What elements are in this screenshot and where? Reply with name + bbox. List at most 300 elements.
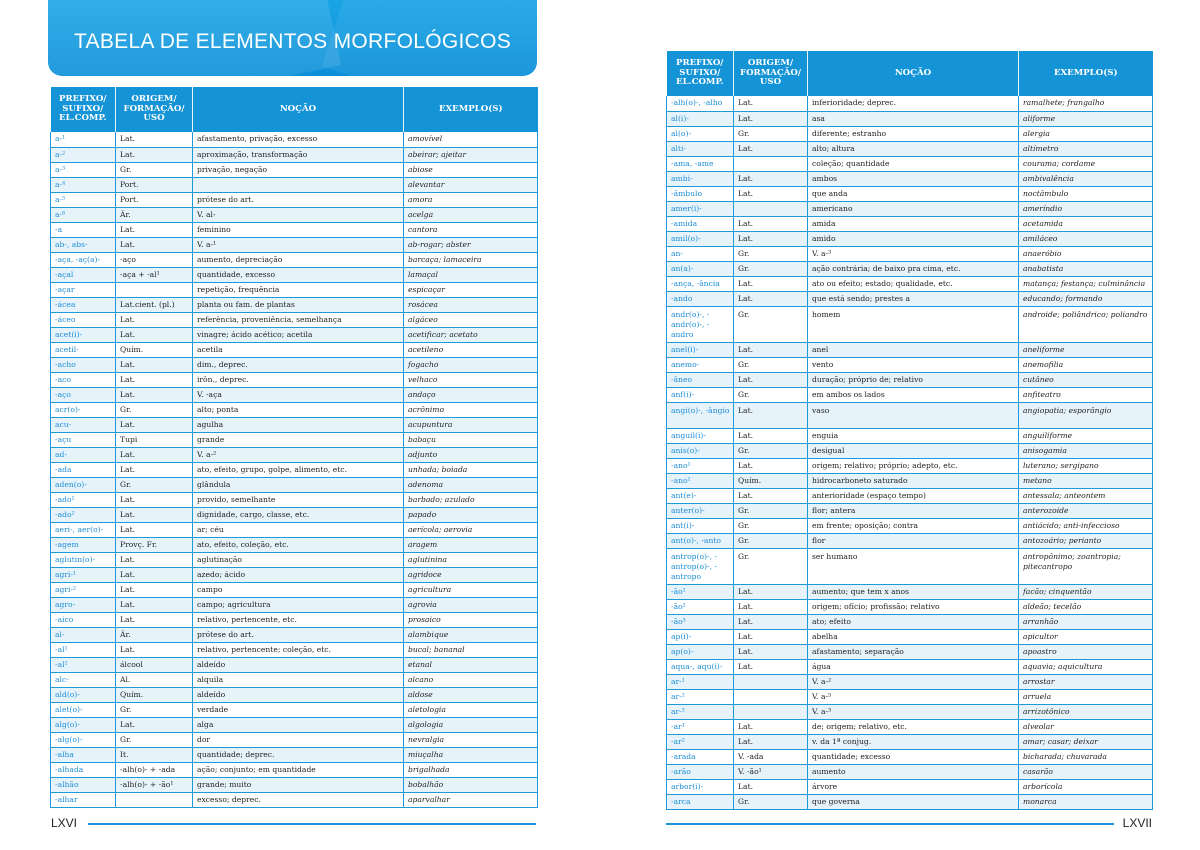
example-cell: miuçalha — [404, 747, 538, 762]
table-row — [51, 417, 538, 432]
origin-cell: Lat.cient. (pl.) — [116, 297, 193, 312]
origin-cell: V. -ada — [734, 749, 808, 764]
affix-cell: aeri-, aer(o)- — [51, 522, 116, 537]
notion-cell: que governa — [808, 794, 1019, 809]
example-cell: acetificar; acetato — [404, 327, 538, 342]
origin-cell: Lat. — [734, 231, 808, 246]
right-page — [600, 0, 1200, 850]
origin-cell: Quím. — [734, 473, 808, 488]
example-cell: alveolar — [1019, 719, 1153, 734]
affix-cell: -açu — [51, 432, 116, 447]
example-cell: altímetro — [1019, 141, 1153, 156]
origin-cell: Lat. — [116, 372, 193, 387]
notion-cell: ato ou efeito; estado; qualidade, etc. — [808, 276, 1019, 291]
origin-cell: Lat. — [734, 644, 808, 659]
table-row — [667, 599, 1153, 614]
affix-cell: al(o)- — [667, 126, 734, 141]
origin-cell: Lat. — [116, 132, 193, 147]
affix-cell: -ando — [667, 291, 734, 306]
origin-cell: Al. — [116, 672, 193, 687]
affix-cell: -ado² — [51, 507, 116, 522]
affix-cell: an(a)- — [667, 261, 734, 276]
affix-cell: -ança, -ância — [667, 276, 734, 291]
affix-cell: anis(o)- — [667, 443, 734, 458]
table-row — [667, 111, 1153, 126]
table-row — [667, 719, 1153, 734]
example-cell: amovível — [404, 132, 538, 147]
origin-cell: Port. — [116, 177, 193, 192]
affix-cell: agri-¹ — [51, 567, 116, 582]
table-row — [51, 552, 538, 567]
table-row — [51, 222, 538, 237]
notion-cell: ação; conjunto; em quantidade — [193, 762, 404, 777]
table-row — [51, 267, 538, 282]
notion-cell: alto; altura — [808, 141, 1019, 156]
affix-cell: -açar — [51, 282, 116, 297]
example-cell: antozoário; perianto — [1019, 533, 1153, 548]
example-cell: rosácea — [404, 297, 538, 312]
example-cell: amar; casar; deixar — [1019, 734, 1153, 749]
notion-cell: em frente; oposição; contra — [808, 518, 1019, 533]
table-row — [667, 443, 1153, 458]
table-row — [51, 777, 538, 792]
footer-rule — [88, 823, 536, 825]
notion-cell: V. a-² — [193, 447, 404, 462]
affix-cell: -ão² — [667, 599, 734, 614]
affix-cell: angi(o)-, -ângio — [667, 402, 734, 428]
header-affix: PREFIXO/ SUFIXO/ EL.COMP. — [667, 51, 734, 96]
table-row — [667, 749, 1153, 764]
origin-cell — [734, 704, 808, 719]
example-cell: ab-rogar; abster — [404, 237, 538, 252]
notion-cell: afastamento, privação, excesso — [193, 132, 404, 147]
example-cell: acelga — [404, 207, 538, 222]
title-banner — [48, 0, 537, 76]
origin-cell: Lat. — [116, 447, 193, 462]
origin-cell: Lat. — [116, 612, 193, 627]
affix-cell: -ama, -ame — [667, 156, 734, 171]
notion-cell: afastamento; separação — [808, 644, 1019, 659]
affix-cell: anf(i)- — [667, 387, 734, 402]
notion-cell: feminino — [193, 222, 404, 237]
affix-cell: alc- — [51, 672, 116, 687]
example-cell: anguiliforme — [1019, 428, 1153, 443]
origin-cell: -aça + -al¹ — [116, 267, 193, 282]
origin-cell: Lat. — [734, 458, 808, 473]
origin-cell: Lat. — [734, 614, 808, 629]
table-row — [667, 644, 1153, 659]
affix-cell: -ada — [51, 462, 116, 477]
origin-cell: Lat. — [734, 488, 808, 503]
example-cell: acupuntura — [404, 417, 538, 432]
example-cell: algáceo — [404, 312, 538, 327]
notion-cell: referência, proveniência, semelhança — [193, 312, 404, 327]
header-notion: NOÇÃO — [808, 51, 1019, 96]
affix-cell: aglutin(o)- — [51, 552, 116, 567]
origin-cell: Lat. — [734, 186, 808, 201]
example-cell: aglutinina — [404, 552, 538, 567]
origin-cell: Lat. — [734, 372, 808, 387]
table-row — [667, 141, 1153, 156]
example-cell: casarão — [1019, 764, 1153, 779]
notion-cell: água — [808, 659, 1019, 674]
notion-cell: relativo, pertencente; coleção, etc. — [193, 642, 404, 657]
example-cell: bucal; bananal — [404, 642, 538, 657]
affix-cell: -arada — [667, 749, 734, 764]
header-origin: ORIGEM/ FORMAÇÃO/ USO — [734, 51, 808, 96]
table-row — [667, 614, 1153, 629]
affix-cell: -alh(o)-, -alho — [667, 96, 734, 111]
example-cell: arrizotônico — [1019, 704, 1153, 719]
notion-cell: alquila — [193, 672, 404, 687]
table-row — [667, 548, 1153, 584]
example-cell: aparvalhar — [404, 792, 538, 807]
example-cell: aldeão; tecelão — [1019, 599, 1153, 614]
affix-cell: alet(o)- — [51, 702, 116, 717]
affix-cell: ab-, abs- — [51, 237, 116, 252]
table-row — [667, 704, 1153, 719]
affix-cell: -aico — [51, 612, 116, 627]
table-row — [51, 627, 538, 642]
table-row — [51, 252, 538, 267]
table-row — [51, 597, 538, 612]
example-cell: educando; formando — [1019, 291, 1153, 306]
origin-cell: Ár. — [116, 627, 193, 642]
table-body — [51, 132, 538, 807]
notion-cell: alto; ponta — [193, 402, 404, 417]
notion-cell: ser humano — [808, 548, 1019, 584]
origin-cell: Lat. — [734, 402, 808, 428]
table-row — [51, 672, 538, 687]
table-row — [667, 488, 1153, 503]
page-title: TABELA DE ELEMENTOS MORFOLÓGICOS — [73, 30, 512, 53]
origin-cell: Lat. — [116, 312, 193, 327]
origin-cell: Provç. Fr. — [116, 537, 193, 552]
table-row — [667, 246, 1153, 261]
table-row — [51, 357, 538, 372]
origin-cell: Lat. — [116, 462, 193, 477]
affix-cell: ald(o)- — [51, 687, 116, 702]
affix-cell: -ar² — [667, 734, 734, 749]
affix-cell: -al² — [51, 657, 116, 672]
example-cell: alergia — [1019, 126, 1153, 141]
header-examples: EXEMPLO(S) — [1019, 51, 1153, 96]
example-cell: velhaco — [404, 372, 538, 387]
example-cell: etanal — [404, 657, 538, 672]
affix-cell: aden(o)- — [51, 477, 116, 492]
table-row — [667, 261, 1153, 276]
affix-cell: -açal — [51, 267, 116, 282]
table-row — [51, 372, 538, 387]
table-row — [667, 387, 1153, 402]
table-header — [667, 51, 1153, 96]
affix-cell: -aça, -aç(a)- — [51, 252, 116, 267]
example-cell: espicaçar — [404, 282, 538, 297]
table-row — [51, 432, 538, 447]
table-row — [667, 764, 1153, 779]
example-cell: aragem — [404, 537, 538, 552]
origin-cell: Lat. — [116, 552, 193, 567]
origin-cell — [734, 201, 808, 216]
origin-cell: Gr. — [734, 794, 808, 809]
notion-cell: quantidade; deprec. — [193, 747, 404, 762]
table-row — [667, 533, 1153, 548]
morphology-table-right — [666, 51, 1153, 810]
example-cell: papado — [404, 507, 538, 522]
example-cell: unhada; boiada — [404, 462, 538, 477]
origin-cell: Tupi — [116, 432, 193, 447]
affix-cell: alti- — [667, 141, 734, 156]
table-header — [51, 87, 538, 132]
origin-cell: Gr. — [734, 306, 808, 342]
notion-cell: origem; ofício; profissão; relativo — [808, 599, 1019, 614]
example-cell: fogacho — [404, 357, 538, 372]
example-cell: ambivalência — [1019, 171, 1153, 186]
affix-cell: -aco — [51, 372, 116, 387]
example-cell: andaço — [404, 387, 538, 402]
example-cell: cantora — [404, 222, 538, 237]
origin-cell: Gr. — [734, 126, 808, 141]
page-number: LXVI — [51, 816, 78, 830]
notion-cell: vinagre; ácido acético; acetila — [193, 327, 404, 342]
affix-cell: andr(o)-, -andr(o)-, -andro — [667, 306, 734, 342]
notion-cell: repetição, frequência — [193, 282, 404, 297]
origin-cell — [116, 282, 193, 297]
affix-cell: -alg(o)- — [51, 732, 116, 747]
notion-cell: aumento; que tem x anos — [808, 584, 1019, 599]
notion-cell: ato, efeito, grupo, golpe, alimento, etc. — [193, 462, 404, 477]
affix-cell: an- — [667, 246, 734, 261]
notion-cell: coleção; quantidade — [808, 156, 1019, 171]
example-cell: adjunto — [404, 447, 538, 462]
notion-cell: em ambos os lados — [808, 387, 1019, 402]
origin-cell — [734, 689, 808, 704]
origin-cell: Lat. — [116, 492, 193, 507]
affix-cell: ambi- — [667, 171, 734, 186]
affix-cell: -amida — [667, 216, 734, 231]
table-row — [667, 126, 1153, 141]
table-row — [667, 276, 1153, 291]
origin-cell: Gr. — [734, 261, 808, 276]
affix-cell: a-⁶ — [51, 207, 116, 222]
affix-cell: alg(o)- — [51, 717, 116, 732]
origin-cell: Lat. — [734, 719, 808, 734]
origin-cell: Lat. — [116, 567, 193, 582]
affix-cell: anguil(i)- — [667, 428, 734, 443]
example-cell: anterozoide — [1019, 503, 1153, 518]
example-cell: cutâneo — [1019, 372, 1153, 387]
notion-cell: ato, efeito, coleção, etc. — [193, 537, 404, 552]
origin-cell: Lat. — [734, 216, 808, 231]
origin-cell: Lat. — [116, 147, 193, 162]
table-row — [667, 171, 1153, 186]
example-cell: apoastro — [1019, 644, 1153, 659]
example-cell: agrovia — [404, 597, 538, 612]
notion-cell: V. a-³ — [808, 704, 1019, 719]
table-row — [667, 342, 1153, 357]
table-row — [51, 297, 538, 312]
notion-cell: vaso — [808, 402, 1019, 428]
table-row — [667, 372, 1153, 387]
notion-cell — [193, 177, 404, 192]
example-cell: facão; cinquentão — [1019, 584, 1153, 599]
origin-cell: Gr. — [734, 548, 808, 584]
morphology-table-left — [50, 87, 538, 808]
example-cell: anisogamia — [1019, 443, 1153, 458]
affix-cell: -ão¹ — [667, 584, 734, 599]
affix-cell: agri-² — [51, 582, 116, 597]
table-row — [51, 792, 538, 807]
table-row — [667, 291, 1153, 306]
origin-cell: -aço — [116, 252, 193, 267]
notion-cell: hidrocarboneto saturado — [808, 473, 1019, 488]
notion-cell: alga — [193, 717, 404, 732]
example-cell: courama; cordame — [1019, 156, 1153, 171]
affix-cell: antrop(o)-, -antrop(o)-, -antropo — [667, 548, 734, 584]
table-row — [51, 702, 538, 717]
example-cell: antessala; anteontem — [1019, 488, 1153, 503]
origin-cell: Lat. — [734, 171, 808, 186]
affix-cell: a-² — [51, 147, 116, 162]
origin-cell: Quím. — [116, 687, 193, 702]
affix-cell: arbor(i)- — [667, 779, 734, 794]
table-row — [51, 537, 538, 552]
example-cell: angiopatia; esporângio — [1019, 402, 1153, 428]
example-cell: monarca — [1019, 794, 1153, 809]
table-row — [667, 231, 1153, 246]
table-row — [667, 402, 1153, 428]
notion-cell: aldeído — [193, 657, 404, 672]
notion-cell: aumento — [808, 764, 1019, 779]
table-row — [51, 132, 538, 147]
origin-cell: Lat. — [734, 291, 808, 306]
example-cell: barcaça; lamaceira — [404, 252, 538, 267]
affix-cell: acet(i)- — [51, 327, 116, 342]
example-cell: noctâmbulo — [1019, 186, 1153, 201]
table-row — [667, 674, 1153, 689]
notion-cell: agulha — [193, 417, 404, 432]
notion-cell: aglutinação — [193, 552, 404, 567]
affix-cell: a-⁴ — [51, 177, 116, 192]
affix-cell: -arca — [667, 794, 734, 809]
affix-cell: a-⁵ — [51, 192, 116, 207]
notion-cell: que anda — [808, 186, 1019, 201]
notion-cell: irôn., deprec. — [193, 372, 404, 387]
notion-cell: campo — [193, 582, 404, 597]
origin-cell: Gr. — [734, 246, 808, 261]
affix-cell: acr(o)- — [51, 402, 116, 417]
notion-cell: relativo, pertencente, etc. — [193, 612, 404, 627]
origin-cell: Lat. — [116, 642, 193, 657]
table-row — [51, 522, 538, 537]
example-cell: aerícola; aerovia — [404, 522, 538, 537]
example-cell: metano — [1019, 473, 1153, 488]
table-row — [51, 567, 538, 582]
example-cell: antiácido; anti-infeccioso — [1019, 518, 1153, 533]
affix-cell: -a — [51, 222, 116, 237]
table-row — [667, 357, 1153, 372]
origin-cell: Lat. — [734, 96, 808, 111]
origin-cell: Lat. — [734, 584, 808, 599]
notion-cell: homem — [808, 306, 1019, 342]
origin-cell — [734, 674, 808, 689]
affix-cell: anter(o)- — [667, 503, 734, 518]
example-cell: agricultura — [404, 582, 538, 597]
notion-cell: asa — [808, 111, 1019, 126]
affix-cell: ap(i)- — [667, 629, 734, 644]
origin-cell: Gr. — [116, 732, 193, 747]
table-row — [51, 342, 538, 357]
origin-cell: Port. — [116, 192, 193, 207]
table-row — [667, 503, 1153, 518]
origin-cell: Lat. — [734, 111, 808, 126]
origin-cell: Gr. — [734, 357, 808, 372]
notion-cell: verdade — [193, 702, 404, 717]
notion-cell: V. al- — [193, 207, 404, 222]
table-row — [51, 207, 538, 222]
affix-cell: anemo- — [667, 357, 734, 372]
table-row — [51, 192, 538, 207]
notion-cell: flor; antera — [808, 503, 1019, 518]
affix-cell: -alhar — [51, 792, 116, 807]
affix-cell: ant(o)-, -anto — [667, 533, 734, 548]
table-row — [667, 216, 1153, 231]
origin-cell: Lat. — [116, 522, 193, 537]
origin-cell: Lat. — [116, 222, 193, 237]
affix-cell: -áceo — [51, 312, 116, 327]
table-row — [51, 687, 538, 702]
origin-cell: Lat. — [734, 779, 808, 794]
header-origin: ORIGEM/ FORMAÇÃO/ USO — [116, 87, 193, 132]
notion-cell: campo; agricultura — [193, 597, 404, 612]
affix-cell: -ão³ — [667, 614, 734, 629]
affix-cell: ar-² — [667, 689, 734, 704]
notion-cell: glândula — [193, 477, 404, 492]
affix-cell: -aço — [51, 387, 116, 402]
affix-cell: ar-³ — [667, 704, 734, 719]
affix-cell: -agem — [51, 537, 116, 552]
example-cell: algologia — [404, 717, 538, 732]
notion-cell: excesso; deprec. — [193, 792, 404, 807]
notion-cell: ato; efeito — [808, 614, 1019, 629]
affix-cell: ap(o)- — [667, 644, 734, 659]
affix-cell: ad- — [51, 447, 116, 462]
example-cell: anabatista — [1019, 261, 1153, 276]
origin-cell: Lat. — [116, 717, 193, 732]
example-cell: aliforme — [1019, 111, 1153, 126]
table-row — [51, 507, 538, 522]
table-row — [667, 518, 1153, 533]
affix-cell: -ar¹ — [667, 719, 734, 734]
table-row — [51, 612, 538, 627]
affix-cell: acetil- — [51, 342, 116, 357]
notion-cell: flor — [808, 533, 1019, 548]
example-cell: lamaçal — [404, 267, 538, 282]
affix-cell: -ano² — [667, 473, 734, 488]
notion-cell: provido, semelhante — [193, 492, 404, 507]
origin-cell: Lat. — [116, 357, 193, 372]
affix-cell: anel(i)- — [667, 342, 734, 357]
notion-cell: amida — [808, 216, 1019, 231]
example-cell: arrostar — [1019, 674, 1153, 689]
example-cell: amora — [404, 192, 538, 207]
table-row — [51, 582, 538, 597]
notion-cell: aproximação, transformação — [193, 147, 404, 162]
table-row — [51, 717, 538, 732]
affix-cell: amil(o)- — [667, 231, 734, 246]
origin-cell: Lat. — [734, 342, 808, 357]
table-row — [667, 96, 1153, 111]
